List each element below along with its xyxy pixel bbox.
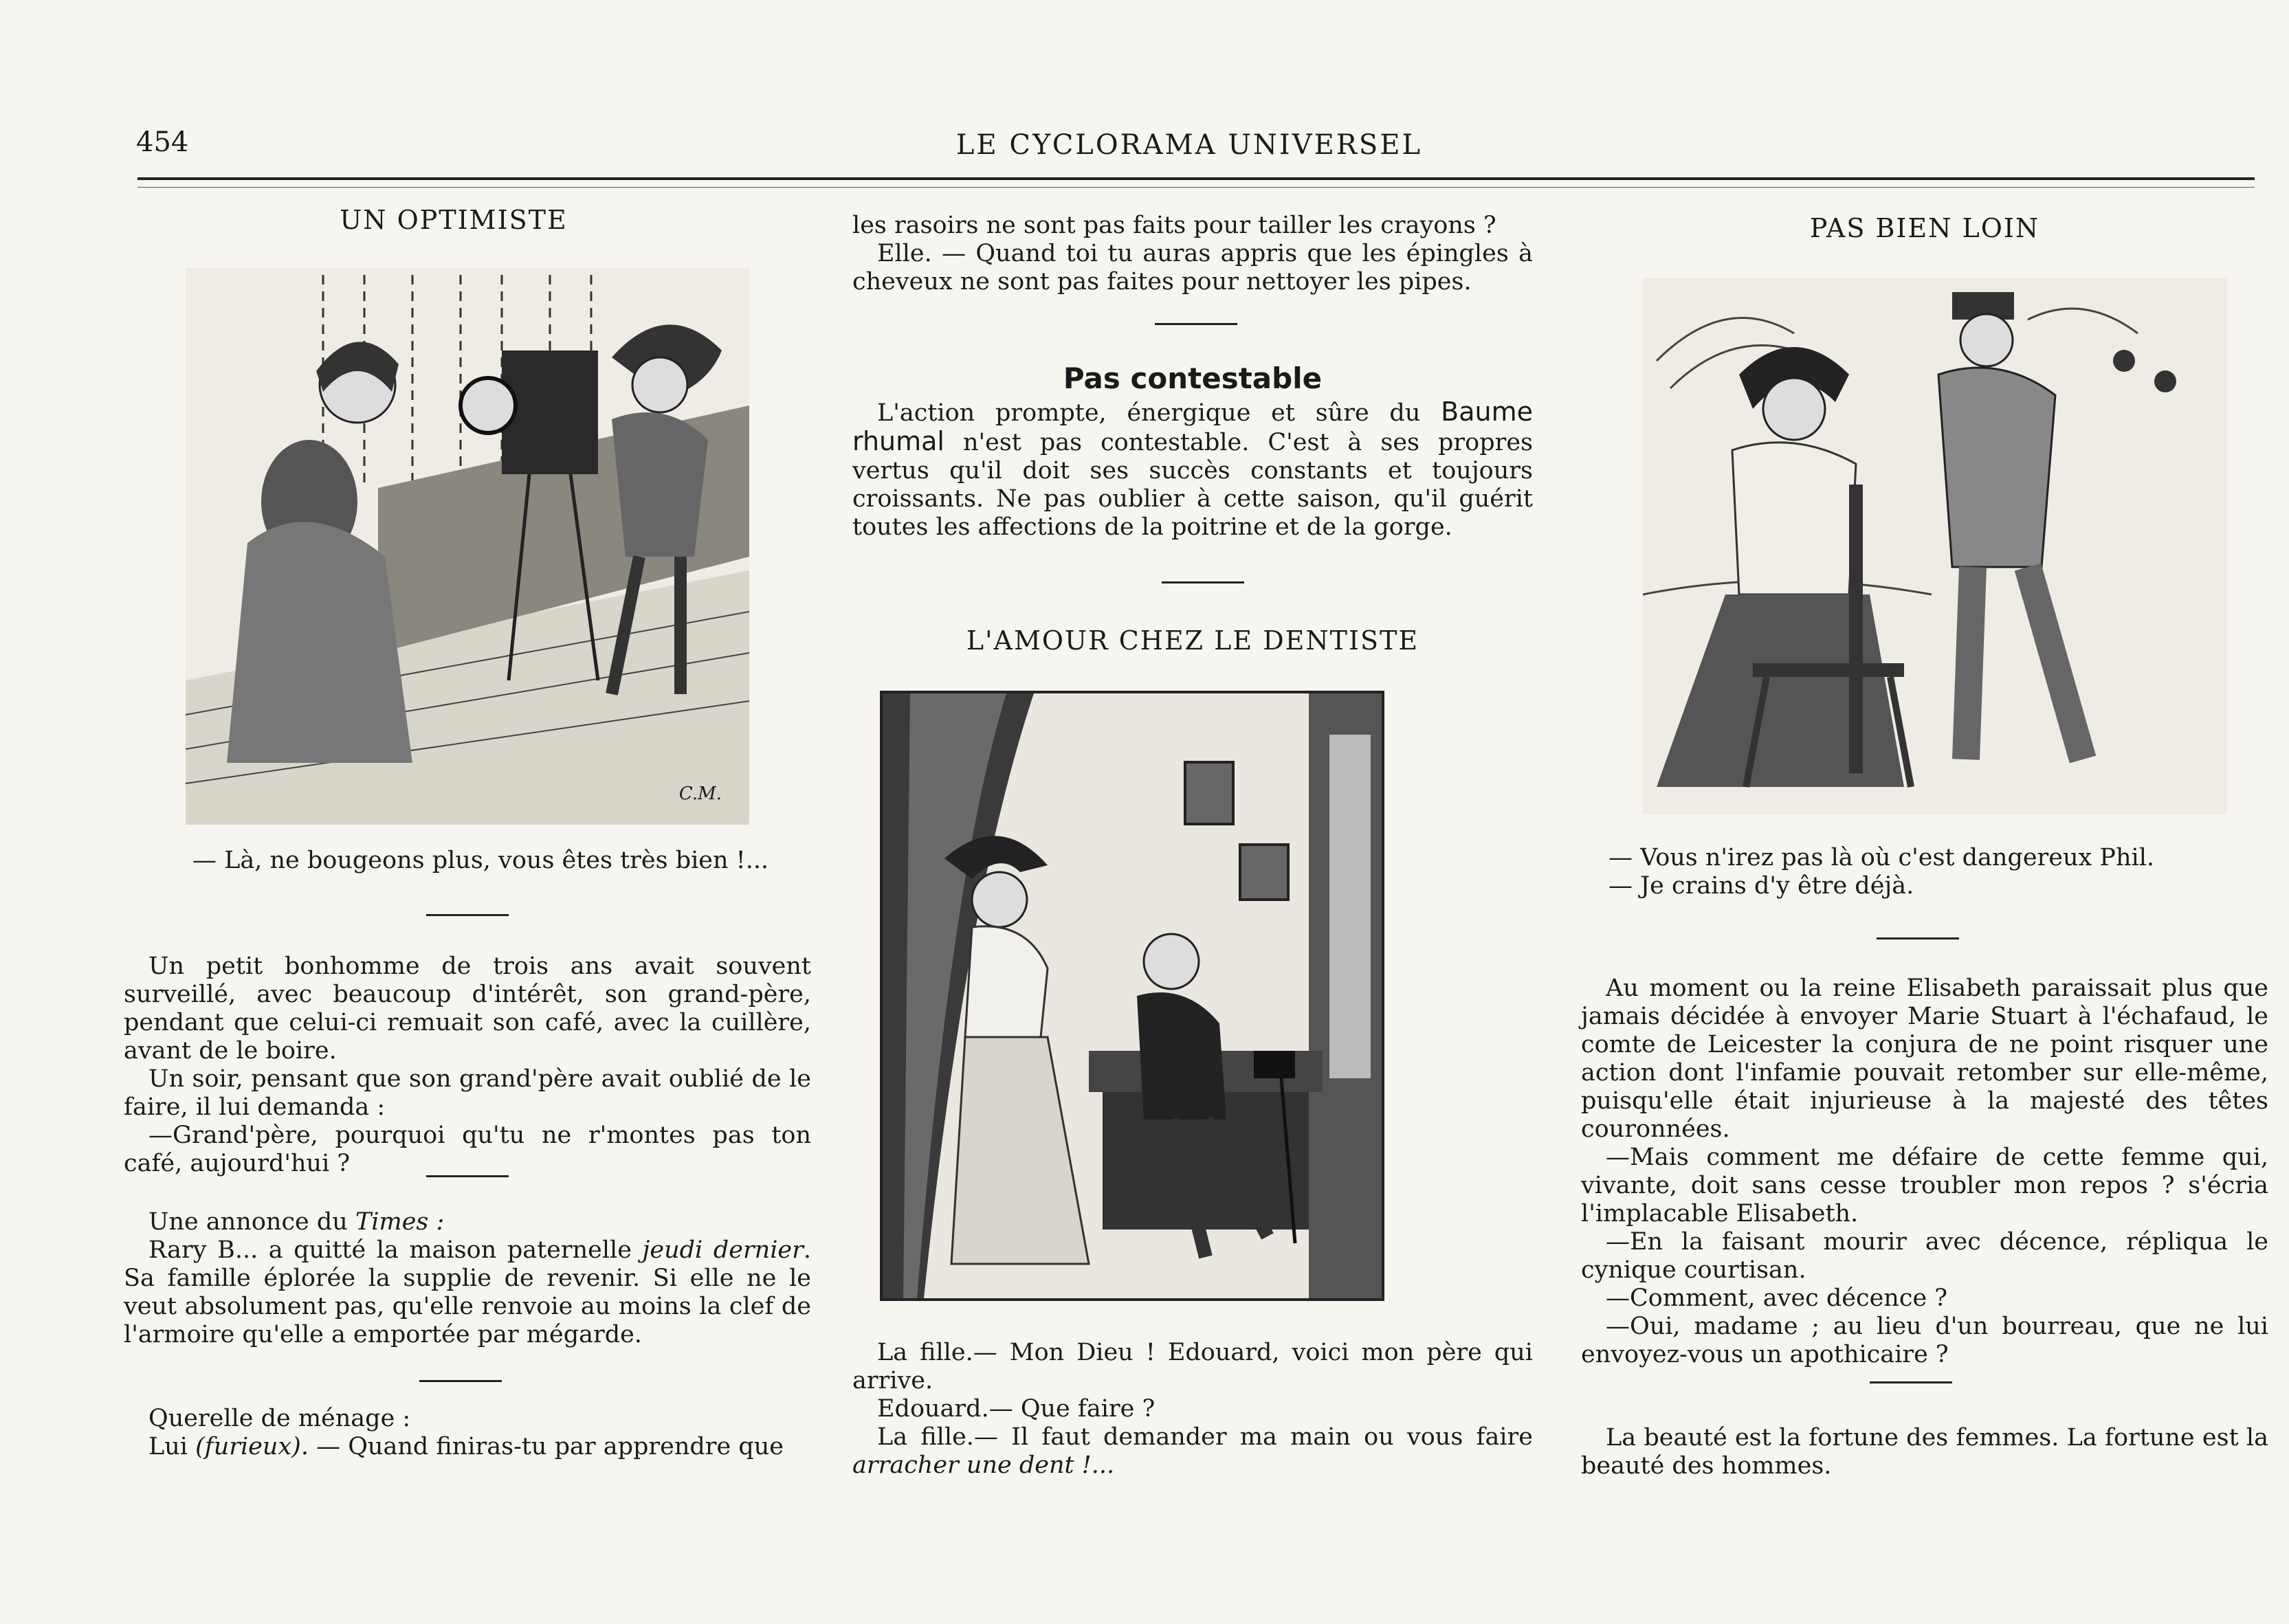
advert-text-part: n'est pas contestable. C'est à ses propres vertus qu'il doit ses succès constants et toujours croissants. Ne pas oublier à cette saison, qu'il guérit toutes les affections de la poitrine et de la gorge.: [852, 429, 1533, 541]
story-paragraph: —En la faisant mourir avec décence, répliqua le cynique courtisan.: [1581, 1228, 2268, 1284]
column-right: [1581, 214, 2268, 243]
title-dentiste-wrap: [852, 627, 1533, 655]
article-title-optimiste: UN OPTIMISTE: [340, 205, 568, 235]
dentist-drawing: [883, 693, 1382, 1298]
story-paragraph: Un petit bonhomme de trois ans avait souvent surveillé, avec beaucoup d'intérêt, son grand-père, pendant que celui-ci remuait son café, avec la cuillère, avant de le boire.: [124, 953, 811, 1065]
caption-text: — Là, ne bougeons plus, vous êtes très bien !...: [192, 847, 769, 874]
story-paragraph: —Comment, avec décence ?: [1606, 1284, 1948, 1312]
column-left: [124, 206, 811, 234]
dialog-text-italic: arracher une dent !...: [852, 1451, 1115, 1479]
header-rule: [137, 177, 2255, 180]
story-title: Querelle de ménage :: [148, 1405, 411, 1432]
captions-pasbienloin: [1608, 844, 2268, 900]
article-title-pasbienloin: PAS BIEN LOIN: [1809, 213, 2040, 243]
advert-brand: Baume rhumal: [852, 397, 1533, 456]
illustration-dentist: [880, 691, 1384, 1301]
story-paragraph: —Mais comment me défaire de cette femme qui, vivante, doit sans cesse troubler mon repos ? s'écria l'implacable Elisabeth.: [1581, 1144, 2268, 1227]
chair-drawing: [1643, 278, 2227, 814]
story-paragraph: Un soir, pensant que son grand'père avait oublié de le faire, il lui demanda :: [124, 1065, 811, 1121]
illustration-signature: C.M.: [678, 783, 722, 804]
caption-line: — Vous n'irez pas là où c'est dangereux Phil.: [1608, 844, 2155, 871]
separator: [1877, 937, 1959, 939]
story-text: Rary B... a quitté la maison paternelle: [148, 1236, 643, 1264]
story-continuation: les rasoirs ne sont pas faits pour tailler les crayons ?: [852, 212, 1496, 239]
story-text: — Quand finiras-tu par apprendre que: [308, 1433, 784, 1460]
separator: [426, 1175, 509, 1177]
article-title-dentiste: L'AMOUR CHEZ LE DENTISTE: [966, 625, 1419, 656]
separator: [1155, 323, 1237, 325]
story-querelle: [124, 1405, 811, 1461]
running-title: LE CYCLORAMA UNIVERSEL: [955, 129, 1423, 161]
story-text: Lui: [148, 1433, 196, 1460]
separator: [426, 914, 509, 916]
dialog-line: [852, 1423, 1533, 1480]
dialog-line: Edouard.— Que faire ?: [877, 1395, 1155, 1423]
separator: [419, 1380, 502, 1382]
story-text-italic: jeudi dernier: [642, 1236, 804, 1264]
story-intro-text: Une annonce du: [148, 1208, 355, 1236]
story-text-italic: (furieux).: [195, 1433, 309, 1460]
dialog-text: La fille.— Il faut demander ma main ou vous faire: [877, 1423, 1533, 1451]
advert-text: [852, 398, 1533, 542]
advert-baume: [852, 361, 1533, 542]
story-paragraph: Au moment ou la reine Elisabeth paraissait plus que jamais décidée à envoyer Marie Stuart à l'échafaud, le comte de Leicester la conjura de ne point risquer une action dont l'infamie pouvait retomber sur elle-même, puisqu'elle était injurieuse à la majesté des têtes couronnées.: [1581, 975, 2268, 1143]
column-middle: [852, 212, 1533, 296]
story-text: . Sa famille éplorée la supplie de revenir. Si elle ne le veut absolument pas, qu'elle renvoie au moins la clef de l'armoire qu'elle a emportée par mégarde.: [124, 1236, 811, 1348]
story-paragraph: [124, 1236, 811, 1349]
dialog-dentiste: [852, 1339, 1533, 1480]
story-times: [124, 1208, 811, 1349]
separator: [1162, 581, 1244, 583]
story-intro: [124, 1208, 811, 1236]
advert-title: Pas contestable: [1063, 361, 1323, 395]
illustration-chair: [1643, 278, 2227, 814]
story-continuation: Elle. — Quand toi tu auras appris que les épingles à cheveux ne sont pas faites pour nettoyer les pipes.: [852, 240, 1533, 296]
separator: [1870, 1381, 1952, 1383]
page-number: 454: [136, 126, 189, 158]
illustration-photographer: [186, 268, 749, 825]
maxim-beaute: [1581, 1424, 2268, 1480]
maxim-text: La beauté est la fortune des femmes. La fortune est la beauté des hommes.: [1581, 1424, 2268, 1480]
newspaper-name: Times :: [355, 1208, 445, 1236]
dialog-line: La fille.— Mon Dieu ! Edouard, voici mon père qui arrive.: [852, 1339, 1533, 1394]
story-grandpere: [124, 953, 811, 1178]
story-paragraph: [124, 1433, 811, 1461]
caption-line: — Je crains d'y être déjà.: [1608, 872, 1914, 900]
story-elisabeth: [1581, 975, 2268, 1369]
advert-text-part: L'action prompte, énergique et sûre du: [877, 399, 1441, 427]
header-rule-thin: [137, 187, 2255, 188]
photographer-drawing: [186, 268, 749, 825]
story-paragraph: —Oui, madame ; au lieu d'un bourreau, que ne lui envoyez-vous un apothicaire ?: [1581, 1313, 2268, 1368]
story-paragraph: —Grand'père, pourquoi qu'tu ne r'montes pas ton café, aujourd'hui ?: [124, 1122, 811, 1177]
caption-optimiste: [192, 847, 811, 875]
